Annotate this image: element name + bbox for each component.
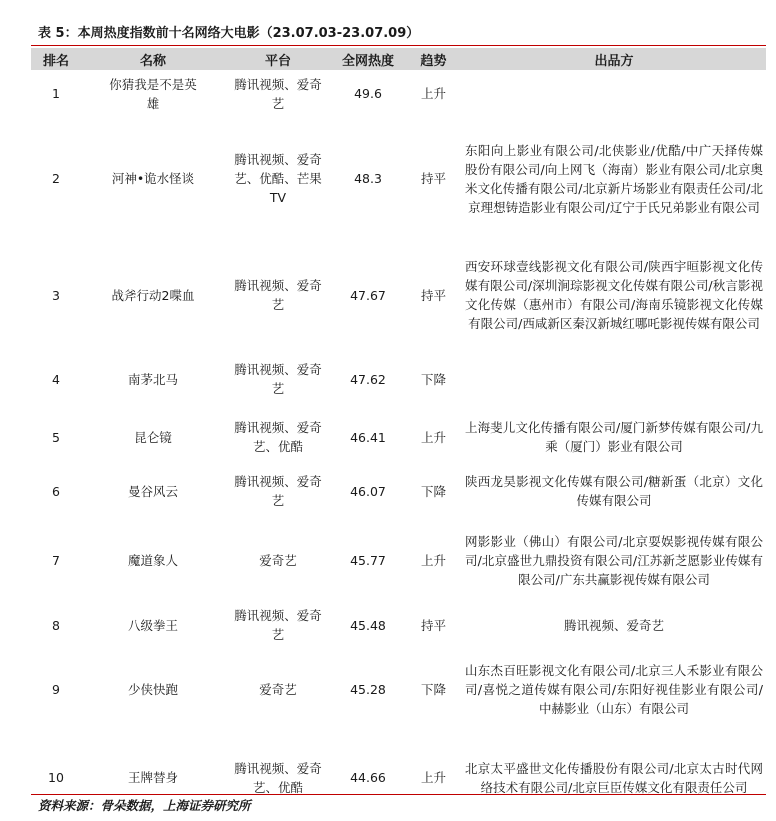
producer-cell xyxy=(462,350,766,408)
name-cell xyxy=(81,350,225,408)
rank-cell: 5 xyxy=(52,429,60,445)
name-text: 八级拳王 xyxy=(127,617,178,633)
rank-cell: 2 xyxy=(52,171,60,186)
producer-cell xyxy=(462,408,766,466)
producer-cell xyxy=(462,70,766,117)
trend-cell: 上升 xyxy=(420,553,446,568)
table-row xyxy=(31,605,766,645)
name-text: 战斧行动2喋血 xyxy=(111,287,195,303)
platform-text: 腾讯视频、爱奇艺 xyxy=(234,362,322,396)
producer-cell xyxy=(462,240,766,350)
heat-cell: 46.07 xyxy=(350,483,386,499)
producer-text: 腾讯视频、爱奇艺 xyxy=(563,617,664,633)
name-cell xyxy=(81,466,225,516)
source-note: 资料来源：骨朵数据，上海证券研究所 xyxy=(38,798,251,813)
table-caption: 表 5：本周热度指数前十名网络大电影（23.07.03-23.07.09） xyxy=(38,26,420,41)
platform-cell xyxy=(225,466,331,516)
name-text: 王牌替身 xyxy=(127,770,178,785)
trend-cell: 上升 xyxy=(420,86,446,101)
platform-cell xyxy=(225,408,331,466)
movie-ranking-table xyxy=(31,48,766,821)
trend-cell: 上升 xyxy=(420,770,446,785)
name-text: 南茅北马 xyxy=(127,371,178,387)
platform-cell xyxy=(225,70,331,117)
top-rule xyxy=(31,45,766,46)
platform-cell xyxy=(225,516,331,605)
platform-cell xyxy=(225,605,331,645)
header-producer: 出品方 xyxy=(462,48,766,70)
header-rank: 排名 xyxy=(31,48,81,70)
name-text: 河神•诡水怪谈 xyxy=(111,171,195,186)
producer-cell xyxy=(462,117,766,240)
table-row xyxy=(31,240,766,350)
rank-cell: 8 xyxy=(52,617,60,633)
name-cell xyxy=(81,516,225,605)
platform-text: 腾讯视频、爱奇艺、优酷 xyxy=(234,760,322,795)
header-platform: 平台 xyxy=(225,48,331,70)
platform-text: 腾讯视频、爱奇艺 xyxy=(234,474,322,508)
platform-text: 腾讯视频、爱奇艺、优酷、芒果TV xyxy=(234,152,322,205)
name-cell xyxy=(81,70,225,117)
name-text: 你猜我是不是英雄 xyxy=(109,76,197,111)
name-text: 少侠快跑 xyxy=(127,682,178,697)
header-trend: 趋势 xyxy=(405,48,462,70)
producer-cell xyxy=(462,516,766,605)
heat-cell: 49.6 xyxy=(354,86,382,101)
heat-cell: 45.77 xyxy=(350,553,386,568)
platform-cell xyxy=(225,350,331,408)
table-row xyxy=(31,645,766,734)
name-cell xyxy=(81,605,225,645)
heat-cell: 46.41 xyxy=(350,429,386,445)
trend-cell: 持平 xyxy=(420,287,446,303)
rank-cell: 4 xyxy=(52,371,60,387)
name-cell xyxy=(81,408,225,466)
rank-cell: 10 xyxy=(48,770,64,785)
rank-cell: 7 xyxy=(52,553,60,568)
producer-text: 北京太平盛世文化传播股份有限公司/北京太古时代网络技术有限公司/北京巨臣传媒文化有限责任公司 xyxy=(465,760,763,795)
producer-text: 西安环球壹线影视文化有限公司/陕西宇晅影视文化传媒有限公司/深圳涧琮影视文化传媒有限公司/秋言影视文化传媒（惠州市）有限公司/海南乐镜影视文化传媒有限公司/西咸新区秦汉新城红哪吒影视传媒有限公司 xyxy=(465,259,763,331)
table-row xyxy=(31,70,766,117)
producer-cell xyxy=(462,645,766,734)
rank-cell: 3 xyxy=(52,287,60,303)
producer-text: 陕西龙昊影视文化传媒有限公司/糖新蛋（北京）文化传媒有限公司 xyxy=(465,474,763,508)
name-cell xyxy=(81,117,225,240)
header-name: 名称 xyxy=(81,48,225,70)
producer-text: 上海斐儿文化传播有限公司/厦门新梦传媒有限公司/九乘（厦门）影业有限公司 xyxy=(465,420,763,454)
table-row xyxy=(31,466,766,516)
header-heat: 全网热度 xyxy=(331,48,405,70)
platform-text: 腾讯视频、爱奇艺 xyxy=(234,278,322,312)
heat-cell: 47.62 xyxy=(350,371,386,387)
platform-text: 腾讯视频、爱奇艺、优酷 xyxy=(234,420,322,454)
rank-cell: 9 xyxy=(52,682,60,697)
trend-cell: 上升 xyxy=(420,429,446,445)
table-row xyxy=(31,408,766,466)
name-text: 魔道象人 xyxy=(127,553,178,568)
trend-cell: 下降 xyxy=(420,371,446,387)
platform-cell xyxy=(225,240,331,350)
rank-cell: 6 xyxy=(52,483,60,499)
table-row xyxy=(31,516,766,605)
producer-text: 山东杰百旺影视文化有限公司/北京三人禾影业有限公司/喜悦之道传媒有限公司/东阳好视佳影业有限公司/中赫影业（山东）有限公司 xyxy=(465,663,763,716)
name-text: 昆仑镜 xyxy=(134,429,172,445)
trend-cell: 下降 xyxy=(420,682,446,697)
trend-cell: 下降 xyxy=(420,483,446,499)
producer-cell xyxy=(462,466,766,516)
heat-cell: 44.66 xyxy=(350,770,386,785)
producer-cell xyxy=(462,734,766,821)
name-cell xyxy=(81,645,225,734)
heat-cell: 47.67 xyxy=(350,287,386,303)
producer-text: 网影影业（佛山）有限公司/北京耍娱影视传媒有限公司/北京盛世九鼎投资有限公司/江苏新芝愿影业传媒有限公司/广东共赢影视传媒有限公司 xyxy=(465,534,763,587)
table-header-row xyxy=(31,48,766,70)
name-text: 曼谷风云 xyxy=(127,483,178,499)
platform-text: 腾讯视频、爱奇艺 xyxy=(234,76,322,111)
name-cell xyxy=(81,240,225,350)
table-row xyxy=(31,117,766,240)
platform-text: 腾讯视频、爱奇艺 xyxy=(234,608,322,642)
trend-cell: 持平 xyxy=(420,171,446,186)
platform-text: 爱奇艺 xyxy=(259,682,297,697)
platform-cell xyxy=(225,117,331,240)
bottom-rule xyxy=(31,794,766,795)
heat-cell: 45.48 xyxy=(350,617,386,633)
producer-cell xyxy=(462,605,766,645)
heat-cell: 48.3 xyxy=(354,171,382,186)
trend-cell: 持平 xyxy=(420,617,446,633)
platform-text: 爱奇艺 xyxy=(259,553,297,568)
platform-cell xyxy=(225,645,331,734)
rank-cell: 1 xyxy=(52,86,60,101)
heat-cell: 45.28 xyxy=(350,682,386,697)
table-row xyxy=(31,350,766,408)
producer-text: 东阳向上影业有限公司/北侠影业/优酷/中广天择传媒股份有限公司/向上网飞（海南）影业有限公司/北京奥米文化传播有限公司/北京新片场影业有限责任公司/北京理想铸造影业有限公司/辽宁于氏兄弟影业有限公司 xyxy=(465,142,763,215)
